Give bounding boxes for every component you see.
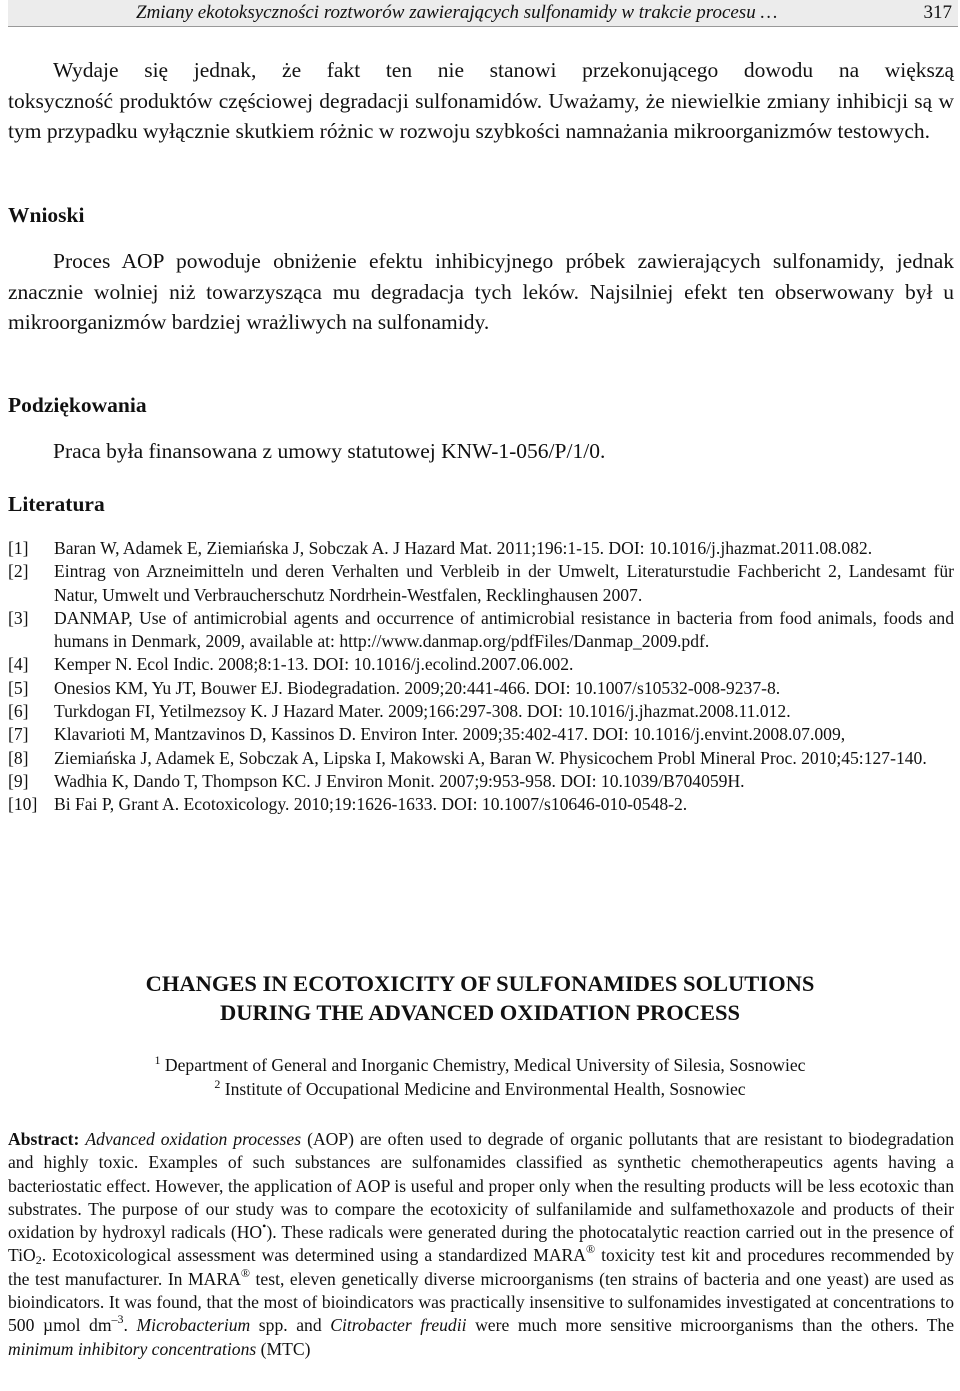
english-title xyxy=(0,969,960,1027)
abstract-term: minimum inhibitory concentrations xyxy=(8,1338,257,1359)
reference-text: Onesios KM, Yu JT, Bouwer EJ. Biodegradation. 2009;20:441-466. DOI: 10.1007/s10532-008-9237-8. xyxy=(54,677,781,698)
abstract-text: were much more sensitive microorganisms than the others. The xyxy=(466,1315,955,1336)
intro-paragraph xyxy=(8,55,954,147)
abstract-text: (MTC) xyxy=(256,1338,311,1359)
podziekowania-text: Praca była finansowana z umowy statutowej KNW-1-056/P/1/0. xyxy=(53,439,606,463)
running-header xyxy=(8,0,958,27)
intro-first-line: Wydaje się jednak, że fakt ten nie stanowi przekonującego dowodu na większą xyxy=(53,58,954,82)
reference-text: Kemper N. Ecol Indic. 2008;8:1-13. DOI: 10.1016/j.ecolind.2007.06.002. xyxy=(54,654,574,675)
abstract-term-aop: Advanced oxidation processes xyxy=(85,1129,302,1149)
page-number: 317 xyxy=(923,2,952,23)
abstract-species: Microbacterium xyxy=(136,1315,251,1336)
reference-number: [8] xyxy=(8,747,29,768)
reference-number: [6] xyxy=(8,701,29,722)
reference-text: Bi Fai P, Grant A. Ecotoxicology. 2010;19:1626-1633. DOI: 10.1007/s10646-010-0548-2. xyxy=(54,794,688,815)
section-heading-podziekowania: Podziękowania xyxy=(8,393,147,417)
affiliation-1-marker: 1 xyxy=(154,1053,161,1067)
section-heading-wnioski: Wnioski xyxy=(8,203,85,227)
reference-item xyxy=(8,770,954,793)
reference-item xyxy=(8,747,954,770)
reference-text: Eintrag von Arzneimitteln und deren Verhalten und Verbleib in der Umwelt, Literaturstudie Fachbericht 2, Landesamt für Natur, Umwelt und Verbraucherschutz Nordrhein-Westfalen, Recklinghausen 2007. xyxy=(54,561,954,605)
reference-number: [10] xyxy=(8,794,38,815)
reference-number: [9] xyxy=(8,770,29,791)
reference-item xyxy=(8,560,954,607)
reference-text: Wadhia K, Dando T, Thompson KC. J Environ Monit. 2007;9:953-958. DOI: 10.1039/B704059H. xyxy=(54,770,745,791)
abstract-text: (AOP) are often used to degrade of organic pollutants that are resistant to biodegradation and highly toxic. Examples of such substances are sulfonamides classified as synthetic chemotherapeutics agents having a bacteriostatic effect. However, the application of AOP is useful and proper only when the resulting products will be less ecotoxic than substrates. The purpose of our study was to compare the ecotoxicity of sulfanilamide and sulfamethoxazole and products of their oxidation by hydroxyl radicals (HO xyxy=(8,1129,955,1243)
reference-text: DANMAP, Use of antimicrobial agents and occurrence of antimicrobial resistance in bacteria from food animals, foods and humans in Denmark, 2009, available at: http://www.danmap.org/pdfFiles/Danmap_2009.pdf. xyxy=(54,607,954,652)
affiliation-2-text: Institute of Occupational Medicine and Environmental Health, Sosnowiec xyxy=(224,1079,746,1099)
radical-dot: • xyxy=(262,1219,267,1234)
reference-text: Klavarioti M, Mantzavinos D, Kassinos D. Environ Inter. 2009;35:402-417. DOI: 10.1016/j.envint.2008.07.009, xyxy=(54,724,846,745)
superscript: –3 xyxy=(111,1312,124,1327)
running-title: Zmiany ekotoksyczności roztworów zawierających sulfonamidy w trakcie procesu … xyxy=(136,2,778,23)
abstract-text: . xyxy=(123,1315,137,1336)
affiliation-1-text: Department of General and Inorganic Chemistry, Medical University of Silesia, Sosnowiec xyxy=(164,1055,806,1075)
reference-item xyxy=(8,700,954,723)
reference-number: [1] xyxy=(8,538,29,558)
abstract-label: Abstract: xyxy=(8,1129,80,1149)
english-title-line-1: CHANGES IN ECOTOXICITY OF SULFONAMIDES SOLUTIONS xyxy=(145,971,815,996)
wnioski-text: Proces AOP powoduje obniżenie efektu inhibicyjnego próbek zawierających sulfonamidy, jednak znacznie wolniej niż towarzysząca mu degradacja tych leków. Najsilniej efekt ten obserwowany był u mikroorganizmów bardziej wrażliwych na sulfonamidy. xyxy=(8,249,954,334)
affiliation-2-marker: 2 xyxy=(214,1077,221,1091)
abstract-text: . Ecotoxicological assessment was determined using a standardized MARA xyxy=(41,1245,586,1266)
abstract-text: toxicity test kit and procedures recommended by the test manufacturer. In MARA xyxy=(8,1245,955,1289)
reference-item xyxy=(8,723,954,746)
subscript: 2 xyxy=(35,1253,42,1268)
reference-number: [3] xyxy=(8,607,29,628)
abstract xyxy=(8,1128,954,1361)
reference-text: Ziemiańska J, Adamek E, Sobczak A, Lipska I, Makowski A, Baran W. Physicochem Probl Mineral Proc. 2010;45:127-140. xyxy=(54,747,927,768)
reference-item xyxy=(8,607,954,654)
reference-number: [7] xyxy=(8,724,29,745)
reference-number: [5] xyxy=(8,677,29,698)
reference-text: Turkdogan FI, Yetilmezsoy K. J Hazard Mater. 2009;166:297-308. DOI: 10.1016/j.jhazmat.2008.11.012. xyxy=(54,701,791,722)
intro-rest: toksyczność produktów częściowej degradacji sulfonamidów. Uważamy, że niewielkie zmiany inhibicji są w tym przypadku wyłącznie skutkiem różnic w rozwoju szybkości namnażania mikroorganizmów testowych. xyxy=(8,88,954,143)
wnioski-paragraph xyxy=(8,246,954,338)
reference-item xyxy=(8,537,954,560)
reference-item xyxy=(8,653,954,676)
affiliation-2 xyxy=(0,1077,960,1101)
abstract-text: test, eleven genetically diverse microorganisms (ten strains of bacteria and one yeast) are used as bioindicators. It was found, that the most of bioindicators was practically insensitive to sulfonamides investigated at concentrations to 500 µmol dm xyxy=(8,1268,954,1336)
reference-number: [2] xyxy=(8,561,29,582)
registered-mark: ® xyxy=(586,1242,596,1257)
abstract-species: Citrobacter freudii xyxy=(330,1315,467,1336)
reference-item xyxy=(8,793,954,816)
registered-mark: ® xyxy=(240,1265,250,1280)
affiliation-1 xyxy=(0,1053,960,1077)
reference-text: Baran W, Adamek E, Ziemiańska J, Sobczak A. J Hazard Mat. 2011;196:1-15. DOI: 10.1016/j.jhazmat.2011.08.082. xyxy=(54,538,873,558)
abstract-text: ). These radicals were generated during the photocatalytic reaction carried out in the presence of TiO xyxy=(8,1222,954,1266)
reference-number: [4] xyxy=(8,654,29,675)
section-heading-literatura: Literatura xyxy=(8,492,105,516)
english-title-line-2: DURING THE ADVANCED OXIDATION PROCESS xyxy=(219,1000,741,1025)
reference-list xyxy=(8,537,954,817)
podziekowania-paragraph xyxy=(8,436,954,467)
abstract-text: spp. and xyxy=(250,1315,331,1336)
reference-item xyxy=(8,677,954,700)
